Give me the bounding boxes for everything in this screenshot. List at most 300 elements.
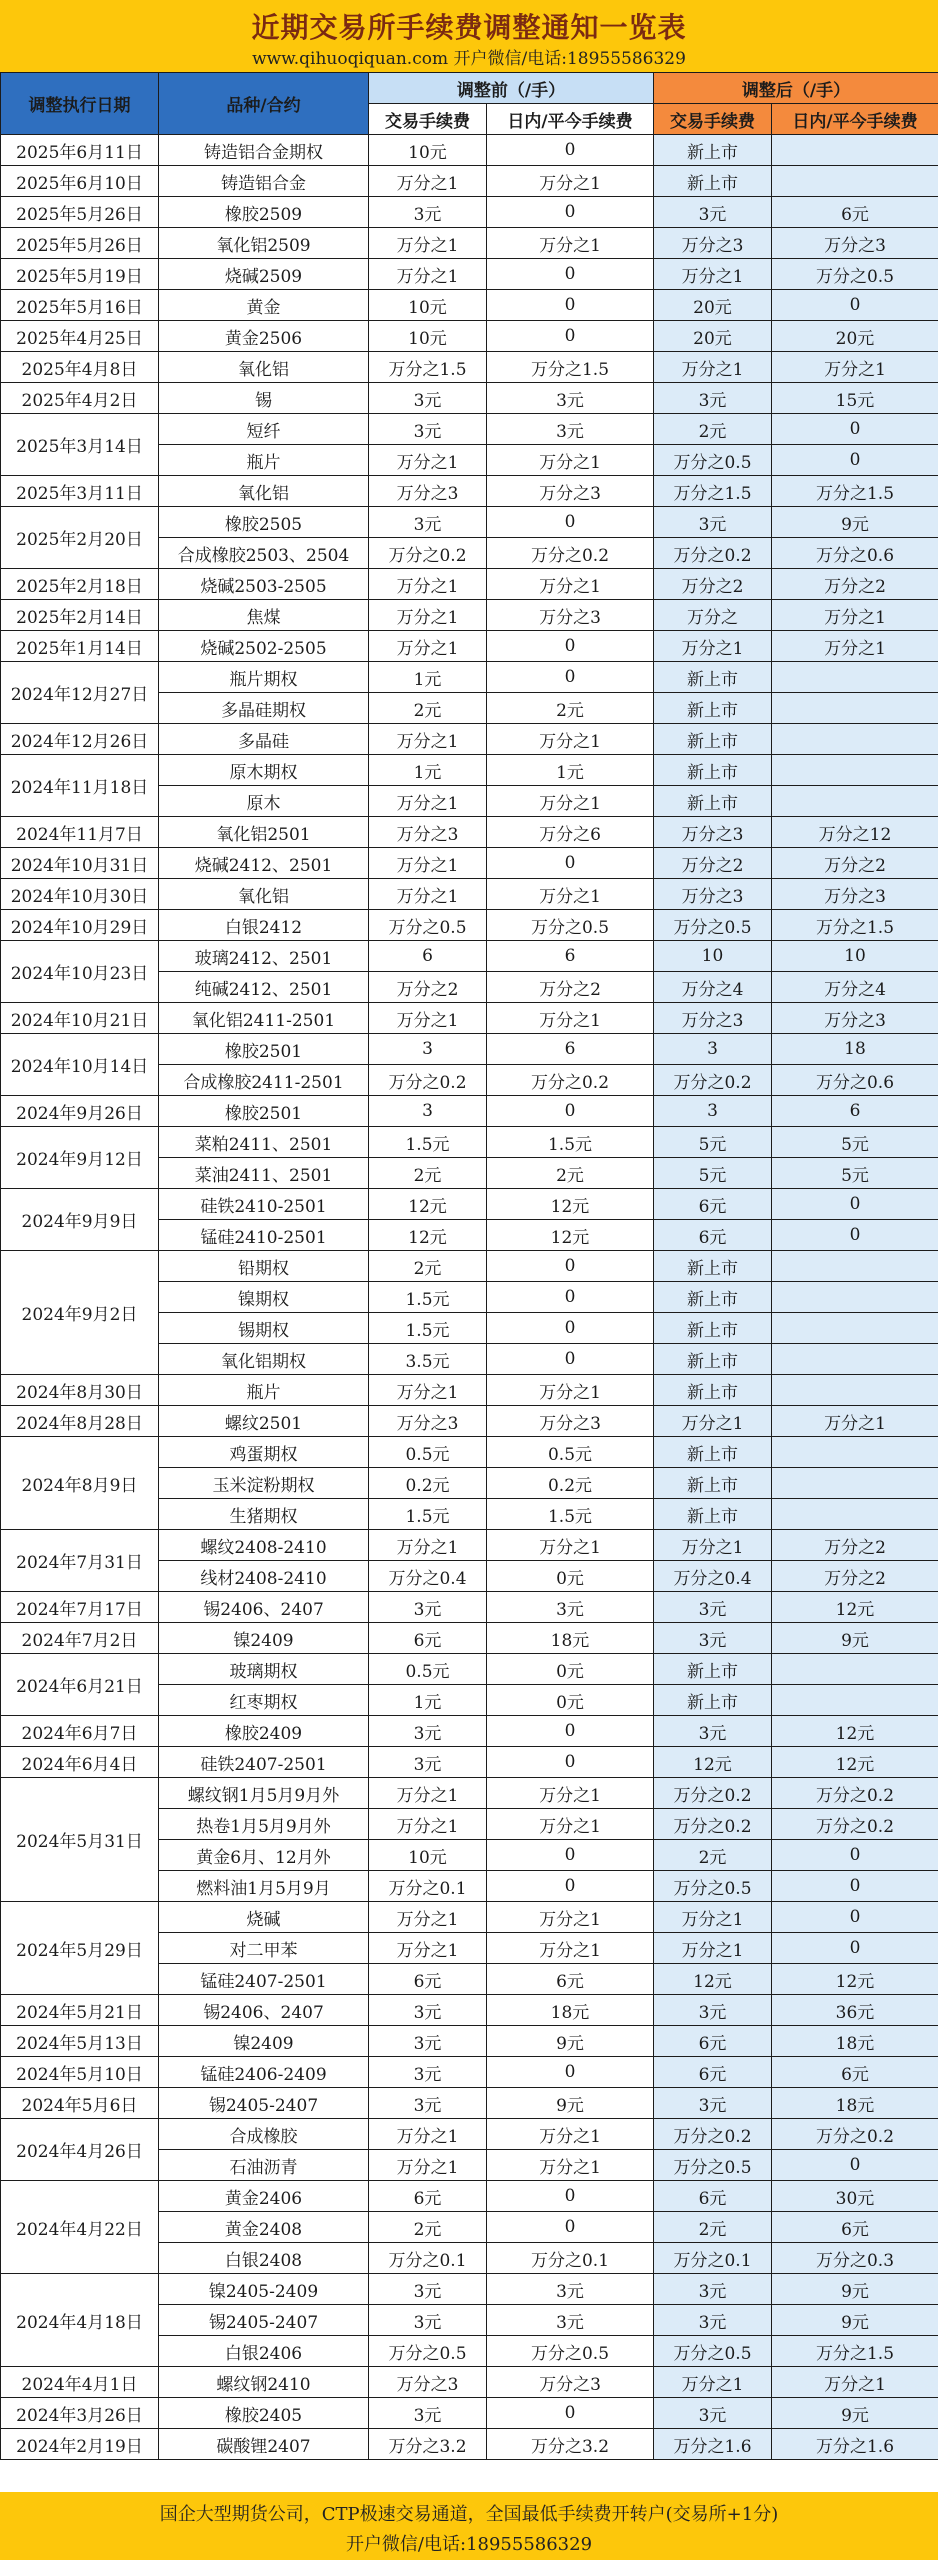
table-row <box>1 228 938 259</box>
cell-after-intraday-fee: 万分之1 <box>772 1406 938 1437</box>
cell-before-trade-fee: 万分之1 <box>369 879 487 910</box>
cell-after-trade-fee: 万分之1 <box>654 1406 772 1437</box>
table-row <box>1 290 938 321</box>
page-header <box>0 0 938 72</box>
cell-before-trade-fee: 万分之0.5 <box>369 2336 487 2367</box>
page-subtitle: www.qihuoqiquan.com 开户微信/电话:18955586329 <box>252 49 686 69</box>
cell-after-trade-fee: 20元 <box>654 321 772 352</box>
cell-after-trade-fee: 2元 <box>654 2212 772 2243</box>
cell-before-intraday-fee: 1元 <box>487 755 654 786</box>
cell-before-intraday-fee: 12元 <box>487 1189 654 1220</box>
cell-after-intraday-fee <box>772 166 938 197</box>
table-row <box>1 2119 938 2150</box>
cell-after-trade-fee: 3元 <box>654 2398 772 2429</box>
cell-before-trade-fee: 3元 <box>369 507 487 538</box>
cell-after-intraday-fee: 万分之1 <box>772 600 938 631</box>
footer-promo-text: 国企大型期货公司，CTP极速交易通道，全国最低手续费开转户(交易所+1分) <box>159 2504 779 2525</box>
cell-after-intraday-fee: 6元 <box>772 197 938 228</box>
cell-before-intraday-fee: 1.5元 <box>487 1127 654 1158</box>
cell-before-trade-fee: 3元 <box>369 2026 487 2057</box>
cell-variety: 瓶片期权 <box>159 662 369 693</box>
cell-before-intraday-fee: 万分之3 <box>487 600 654 631</box>
cell-before-intraday-fee: 0 <box>487 1840 654 1871</box>
cell-date: 2025年5月26日 <box>1 228 159 259</box>
cell-before-trade-fee: 3元 <box>369 1995 487 2026</box>
cell-variety: 烧碱 <box>159 1902 369 1933</box>
cell-variety: 锡2406、2407 <box>159 1592 369 1623</box>
cell-before-trade-fee: 3元 <box>369 2305 487 2336</box>
table-row <box>1 569 938 600</box>
cell-date: 2025年4月25日 <box>1 321 159 352</box>
table-row <box>1 259 938 290</box>
cell-before-intraday-fee: 1.5元 <box>487 1499 654 1530</box>
cell-date: 2024年10月21日 <box>1 1003 159 1034</box>
cell-after-trade-fee: 12元 <box>654 1964 772 1995</box>
table-row <box>1 848 938 879</box>
cell-before-trade-fee: 万分之1 <box>369 2150 487 2181</box>
cell-before-intraday-fee: 2元 <box>487 693 654 724</box>
cell-before-trade-fee: 2元 <box>369 693 487 724</box>
cell-after-trade-fee: 万分之3 <box>654 228 772 259</box>
cell-after-trade-fee: 3元 <box>654 1623 772 1654</box>
cell-before-trade-fee: 3元 <box>369 2398 487 2429</box>
cell-before-trade-fee: 万分之1 <box>369 259 487 290</box>
cell-before-intraday-fee: 3元 <box>487 383 654 414</box>
cell-after-trade-fee: 万分之1 <box>654 631 772 662</box>
cell-after-trade-fee: 万分之1.6 <box>654 2429 772 2460</box>
cell-before-trade-fee: 万分之2 <box>369 972 487 1003</box>
cell-before-intraday-fee: 0 <box>487 848 654 879</box>
cell-variety: 铸造铝合金期权 <box>159 135 369 166</box>
cell-date: 2025年5月19日 <box>1 259 159 290</box>
cell-after-trade-fee: 新上市 <box>654 1437 772 1468</box>
cell-variety: 白银2412 <box>159 910 369 941</box>
cell-date: 2024年4月1日 <box>1 2367 159 2398</box>
table-row <box>1 910 938 941</box>
cell-variety: 锡2405-2407 <box>159 2088 369 2119</box>
cell-date: 2024年5月10日 <box>1 2057 159 2088</box>
cell-after-intraday-fee <box>772 135 938 166</box>
table-row <box>1 2181 938 2212</box>
cell-variety: 原木期权 <box>159 755 369 786</box>
table-row <box>1 1716 938 1747</box>
cell-before-intraday-fee: 万分之1.5 <box>487 352 654 383</box>
cell-after-intraday-fee: 36元 <box>772 1995 938 2026</box>
cell-variety: 螺纹2501 <box>159 1406 369 1437</box>
cell-variety: 黄金2408 <box>159 2212 369 2243</box>
table-row <box>1 600 938 631</box>
cell-before-trade-fee: 万分之0.1 <box>369 2243 487 2274</box>
cell-after-intraday-fee: 12元 <box>772 1747 938 1778</box>
cell-variety: 硅铁2407-2501 <box>159 1747 369 1778</box>
cell-after-trade-fee: 新上市 <box>654 1344 772 1375</box>
cell-before-intraday-fee: 0 <box>487 1716 654 1747</box>
cell-before-intraday-fee: 0 <box>487 1871 654 1902</box>
cell-after-trade-fee: 6元 <box>654 1189 772 1220</box>
cell-before-trade-fee: 6元 <box>369 2181 487 2212</box>
cell-date: 2024年10月14日 <box>1 1034 159 1096</box>
cell-before-intraday-fee: 0.5元 <box>487 1437 654 1468</box>
cell-date: 2024年4月26日 <box>1 2119 159 2181</box>
cell-after-trade-fee: 万分之1.5 <box>654 476 772 507</box>
cell-date: 2024年11月7日 <box>1 817 159 848</box>
cell-after-trade-fee: 3元 <box>654 2274 772 2305</box>
cell-before-intraday-fee: 0 <box>487 2212 654 2243</box>
cell-after-intraday-fee: 0 <box>772 1189 938 1220</box>
cell-before-trade-fee: 1.5元 <box>369 1127 487 1158</box>
cell-after-trade-fee: 万分之4 <box>654 972 772 1003</box>
cell-after-intraday-fee <box>772 1344 938 1375</box>
table-row <box>1 166 938 197</box>
cell-after-intraday-fee: 万分之2 <box>772 1530 938 1561</box>
cell-before-trade-fee: 6元 <box>369 1964 487 1995</box>
table-row <box>1 2088 938 2119</box>
cell-variety: 合成橡胶 <box>159 2119 369 2150</box>
cell-before-intraday-fee: 万分之0.1 <box>487 2243 654 2274</box>
cell-after-trade-fee: 新上市 <box>654 1313 772 1344</box>
cell-after-intraday-fee: 万分之2 <box>772 848 938 879</box>
cell-before-trade-fee: 1元 <box>369 755 487 786</box>
table-row <box>1 1375 938 1406</box>
cell-variety: 镍2405-2409 <box>159 2274 369 2305</box>
cell-after-intraday-fee <box>772 724 938 755</box>
cell-date: 2024年8月28日 <box>1 1406 159 1437</box>
cell-date: 2025年2月18日 <box>1 569 159 600</box>
table-row <box>1 383 938 414</box>
cell-after-intraday-fee: 18元 <box>772 2026 938 2057</box>
cell-before-trade-fee: 10元 <box>369 321 487 352</box>
column-header-before-intraday-fee: 日内/平今手续费 <box>487 104 654 135</box>
cell-date: 2024年8月30日 <box>1 1375 159 1406</box>
page-title: 近期交易所手续费调整通知一览表 <box>251 11 687 44</box>
cell-before-intraday-fee: 万分之0.5 <box>487 910 654 941</box>
cell-after-intraday-fee: 9元 <box>772 2274 938 2305</box>
cell-before-intraday-fee: 万分之1 <box>487 1530 654 1561</box>
cell-after-trade-fee: 6元 <box>654 2057 772 2088</box>
column-header-after-intraday-fee: 日内/平今手续费 <box>772 104 938 135</box>
cell-before-trade-fee: 6元 <box>369 1623 487 1654</box>
table-row <box>1 1778 938 1809</box>
cell-variety: 玉米淀粉期权 <box>159 1468 369 1499</box>
cell-after-trade-fee: 万分之0.2 <box>654 1809 772 1840</box>
cell-after-intraday-fee: 0 <box>772 1871 938 1902</box>
cell-before-trade-fee: 万分之1 <box>369 631 487 662</box>
cell-after-trade-fee: 2元 <box>654 414 772 445</box>
cell-before-trade-fee: 万分之3 <box>369 817 487 848</box>
table-row <box>1 1251 938 1282</box>
cell-after-trade-fee: 12元 <box>654 1747 772 1778</box>
cell-after-trade-fee: 新上市 <box>654 1251 772 1282</box>
cell-variety: 白银2406 <box>159 2336 369 2367</box>
table-row <box>1 1530 938 1561</box>
table-row <box>1 1995 938 2026</box>
table-row <box>1 817 938 848</box>
cell-after-trade-fee: 新上市 <box>654 1499 772 1530</box>
cell-after-trade-fee: 新上市 <box>654 786 772 817</box>
cell-before-trade-fee: 万分之1 <box>369 228 487 259</box>
cell-after-intraday-fee: 18元 <box>772 2088 938 2119</box>
cell-variety: 氧化铝 <box>159 879 369 910</box>
table-row <box>1 1437 938 1468</box>
cell-before-trade-fee: 万分之1 <box>369 445 487 476</box>
cell-before-trade-fee: 1元 <box>369 662 487 693</box>
cell-before-trade-fee: 万分之1 <box>369 724 487 755</box>
cell-after-intraday-fee: 0 <box>772 414 938 445</box>
cell-after-trade-fee: 新上市 <box>654 1685 772 1716</box>
table-row <box>1 1003 938 1034</box>
cell-after-intraday-fee: 0 <box>772 1902 938 1933</box>
table-row <box>1 1189 938 1220</box>
cell-after-intraday-fee: 5元 <box>772 1127 938 1158</box>
cell-after-intraday-fee: 6元 <box>772 2212 938 2243</box>
cell-after-intraday-fee: 20元 <box>772 321 938 352</box>
table-row <box>1 755 938 786</box>
cell-variety: 硅铁2410-2501 <box>159 1189 369 1220</box>
cell-after-intraday-fee: 万分之0.6 <box>772 538 938 569</box>
cell-variety: 对二甲苯 <box>159 1933 369 1964</box>
table-row <box>1 1902 938 1933</box>
table-row <box>1 879 938 910</box>
cell-after-intraday-fee: 万分之0.3 <box>772 2243 938 2274</box>
cell-after-intraday-fee <box>772 755 938 786</box>
cell-before-trade-fee: 万分之1 <box>369 600 487 631</box>
cell-after-trade-fee: 3元 <box>654 2305 772 2336</box>
table-row <box>1 1034 938 1065</box>
cell-before-trade-fee: 万分之1 <box>369 1809 487 1840</box>
cell-before-trade-fee: 3 <box>369 1034 487 1065</box>
cell-before-trade-fee: 万分之1 <box>369 2119 487 2150</box>
cell-before-intraday-fee: 万分之6 <box>487 817 654 848</box>
table-row <box>1 2429 938 2460</box>
cell-before-trade-fee: 万分之0.2 <box>369 538 487 569</box>
cell-before-trade-fee: 万分之1 <box>369 848 487 879</box>
cell-before-intraday-fee: 3元 <box>487 1592 654 1623</box>
table-row <box>1 1406 938 1437</box>
cell-before-trade-fee: 3元 <box>369 197 487 228</box>
cell-date: 2024年7月31日 <box>1 1530 159 1592</box>
cell-date: 2024年8月9日 <box>1 1437 159 1530</box>
cell-variety: 氧化铝 <box>159 352 369 383</box>
cell-before-trade-fee: 1.5元 <box>369 1282 487 1313</box>
cell-variety: 锡期权 <box>159 1313 369 1344</box>
cell-date: 2024年12月26日 <box>1 724 159 755</box>
cell-variety: 氧化铝2509 <box>159 228 369 259</box>
cell-after-intraday-fee <box>772 1685 938 1716</box>
cell-date: 2025年4月8日 <box>1 352 159 383</box>
cell-after-trade-fee: 新上市 <box>654 135 772 166</box>
cell-date: 2024年6月7日 <box>1 1716 159 1747</box>
cell-date: 2024年6月4日 <box>1 1747 159 1778</box>
table-row <box>1 414 938 445</box>
cell-after-intraday-fee <box>772 1282 938 1313</box>
cell-after-trade-fee: 新上市 <box>654 166 772 197</box>
cell-before-intraday-fee: 0 <box>487 1747 654 1778</box>
cell-variety: 合成橡胶2503、2504 <box>159 538 369 569</box>
cell-before-trade-fee: 3元 <box>369 383 487 414</box>
cell-before-trade-fee: 万分之3.2 <box>369 2429 487 2460</box>
cell-variety: 黄金 <box>159 290 369 321</box>
cell-before-intraday-fee: 0 <box>487 2398 654 2429</box>
cell-before-intraday-fee: 万分之1 <box>487 166 654 197</box>
cell-after-intraday-fee: 10 <box>772 941 938 972</box>
fee-table-body <box>1 135 938 2460</box>
cell-before-intraday-fee: 万分之1 <box>487 786 654 817</box>
cell-before-trade-fee: 0.5元 <box>369 1437 487 1468</box>
cell-before-intraday-fee: 0 <box>487 2181 654 2212</box>
column-header-after-trade-fee: 交易手续费 <box>654 104 772 135</box>
cell-after-trade-fee: 新上市 <box>654 1375 772 1406</box>
cell-after-intraday-fee: 9元 <box>772 2305 938 2336</box>
cell-before-intraday-fee: 0 <box>487 1096 654 1127</box>
cell-variety: 焦煤 <box>159 600 369 631</box>
cell-date: 2024年12月27日 <box>1 662 159 724</box>
cell-before-intraday-fee: 万分之1 <box>487 1902 654 1933</box>
cell-after-intraday-fee: 万分之0.6 <box>772 1065 938 1096</box>
cell-before-intraday-fee: 9元 <box>487 2088 654 2119</box>
cell-after-intraday-fee <box>772 1499 938 1530</box>
cell-before-intraday-fee: 0元 <box>487 1561 654 1592</box>
cell-after-trade-fee: 新上市 <box>654 662 772 693</box>
cell-variety: 短纤 <box>159 414 369 445</box>
cell-variety: 瓶片 <box>159 445 369 476</box>
cell-after-intraday-fee: 18 <box>772 1034 938 1065</box>
cell-before-intraday-fee: 6 <box>487 1034 654 1065</box>
cell-before-trade-fee: 10元 <box>369 135 487 166</box>
cell-before-intraday-fee: 万分之0.5 <box>487 2336 654 2367</box>
cell-before-intraday-fee: 9元 <box>487 2026 654 2057</box>
cell-after-trade-fee: 万分之0.2 <box>654 538 772 569</box>
cell-after-trade-fee: 新上市 <box>654 1282 772 1313</box>
cell-after-intraday-fee <box>772 1654 938 1685</box>
cell-after-trade-fee: 6元 <box>654 2181 772 2212</box>
cell-after-intraday-fee: 30元 <box>772 2181 938 2212</box>
cell-variety: 红枣期权 <box>159 1685 369 1716</box>
table-row <box>1 2026 938 2057</box>
page-footer <box>0 2492 938 2560</box>
column-header-variety: 品种/合约 <box>159 73 369 135</box>
cell-after-trade-fee: 新上市 <box>654 755 772 786</box>
cell-variety: 氧化铝期权 <box>159 1344 369 1375</box>
cell-before-trade-fee: 万分之3 <box>369 1406 487 1437</box>
cell-before-intraday-fee: 0 <box>487 631 654 662</box>
cell-variety: 氧化铝2411-2501 <box>159 1003 369 1034</box>
cell-after-intraday-fee: 万分之3 <box>772 1003 938 1034</box>
cell-after-intraday-fee <box>772 1468 938 1499</box>
cell-after-trade-fee: 万分之3 <box>654 1003 772 1034</box>
cell-before-trade-fee: 3.5元 <box>369 1344 487 1375</box>
cell-before-trade-fee: 万分之3 <box>369 476 487 507</box>
table-row <box>1 1747 938 1778</box>
cell-variety: 橡胶2405 <box>159 2398 369 2429</box>
cell-date: 2024年5月6日 <box>1 2088 159 2119</box>
cell-after-trade-fee: 5元 <box>654 1158 772 1189</box>
cell-variety: 生猪期权 <box>159 1499 369 1530</box>
table-row <box>1 321 938 352</box>
cell-date: 2024年6月21日 <box>1 1654 159 1716</box>
cell-date: 2024年11月18日 <box>1 755 159 817</box>
table-row <box>1 1623 938 1654</box>
cell-variety: 螺纹钢1月5月9月外 <box>159 1778 369 1809</box>
cell-after-intraday-fee: 9元 <box>772 507 938 538</box>
cell-before-trade-fee: 10元 <box>369 290 487 321</box>
cell-date: 2024年4月18日 <box>1 2274 159 2367</box>
cell-after-trade-fee: 万分之0.5 <box>654 910 772 941</box>
cell-after-trade-fee: 20元 <box>654 290 772 321</box>
footer-contact-text: 开户微信/电话:18955586329 <box>345 2534 593 2555</box>
cell-before-trade-fee: 3元 <box>369 414 487 445</box>
cell-before-trade-fee: 2元 <box>369 1251 487 1282</box>
cell-variety: 玻璃2412、2501 <box>159 941 369 972</box>
cell-before-intraday-fee: 6 <box>487 941 654 972</box>
cell-before-intraday-fee: 万分之1 <box>487 569 654 600</box>
cell-after-intraday-fee: 6 <box>772 1096 938 1127</box>
table-row <box>1 507 938 538</box>
cell-after-intraday-fee: 12元 <box>772 1592 938 1623</box>
cell-after-intraday-fee: 万分之0.5 <box>772 259 938 290</box>
cell-date: 2024年7月17日 <box>1 1592 159 1623</box>
cell-after-intraday-fee: 9元 <box>772 1623 938 1654</box>
cell-date: 2024年10月29日 <box>1 910 159 941</box>
cell-before-intraday-fee: 万分之1 <box>487 724 654 755</box>
cell-variety: 原木 <box>159 786 369 817</box>
cell-variety: 氧化铝2501 <box>159 817 369 848</box>
cell-before-trade-fee: 6 <box>369 941 487 972</box>
cell-before-trade-fee: 1元 <box>369 1685 487 1716</box>
cell-before-intraday-fee: 6元 <box>487 1964 654 1995</box>
cell-before-trade-fee: 万分之1 <box>369 569 487 600</box>
cell-before-intraday-fee: 0 <box>487 1251 654 1282</box>
table-row <box>1 197 938 228</box>
cell-variety: 瓶片 <box>159 1375 369 1406</box>
cell-after-intraday-fee <box>772 662 938 693</box>
cell-before-intraday-fee: 3元 <box>487 414 654 445</box>
cell-before-trade-fee: 万分之1 <box>369 1375 487 1406</box>
cell-after-trade-fee: 万分之1 <box>654 1902 772 1933</box>
cell-after-trade-fee: 新上市 <box>654 724 772 755</box>
cell-after-intraday-fee: 万分之3 <box>772 879 938 910</box>
cell-before-intraday-fee: 0 <box>487 321 654 352</box>
cell-after-trade-fee: 3 <box>654 1034 772 1065</box>
cell-after-intraday-fee: 万分之1 <box>772 352 938 383</box>
cell-before-trade-fee: 3元 <box>369 1716 487 1747</box>
cell-date: 2024年2月19日 <box>1 2429 159 2460</box>
cell-before-trade-fee: 万分之1 <box>369 1530 487 1561</box>
cell-date: 2024年10月30日 <box>1 879 159 910</box>
table-row <box>1 724 938 755</box>
cell-variety: 锡2405-2407 <box>159 2305 369 2336</box>
table-row <box>1 476 938 507</box>
cell-before-intraday-fee: 0 <box>487 135 654 166</box>
cell-before-intraday-fee: 万分之3 <box>487 476 654 507</box>
cell-after-intraday-fee: 0 <box>772 1840 938 1871</box>
cell-before-trade-fee: 3元 <box>369 2057 487 2088</box>
cell-date: 2025年2月14日 <box>1 600 159 631</box>
cell-before-intraday-fee: 0元 <box>487 1654 654 1685</box>
cell-after-trade-fee: 6元 <box>654 2026 772 2057</box>
cell-variety: 镍期权 <box>159 1282 369 1313</box>
cell-after-intraday-fee <box>772 1251 938 1282</box>
cell-date: 2024年4月22日 <box>1 2181 159 2274</box>
cell-date: 2024年5月13日 <box>1 2026 159 2057</box>
cell-variety: 螺纹2408-2410 <box>159 1530 369 1561</box>
cell-before-intraday-fee: 0 <box>487 197 654 228</box>
cell-after-trade-fee: 3元 <box>654 1995 772 2026</box>
cell-before-intraday-fee: 万分之1 <box>487 1003 654 1034</box>
cell-after-trade-fee: 5元 <box>654 1127 772 1158</box>
cell-before-intraday-fee: 万分之0.2 <box>487 1065 654 1096</box>
cell-after-intraday-fee: 9元 <box>772 2398 938 2429</box>
cell-variety: 烧碱2412、2501 <box>159 848 369 879</box>
